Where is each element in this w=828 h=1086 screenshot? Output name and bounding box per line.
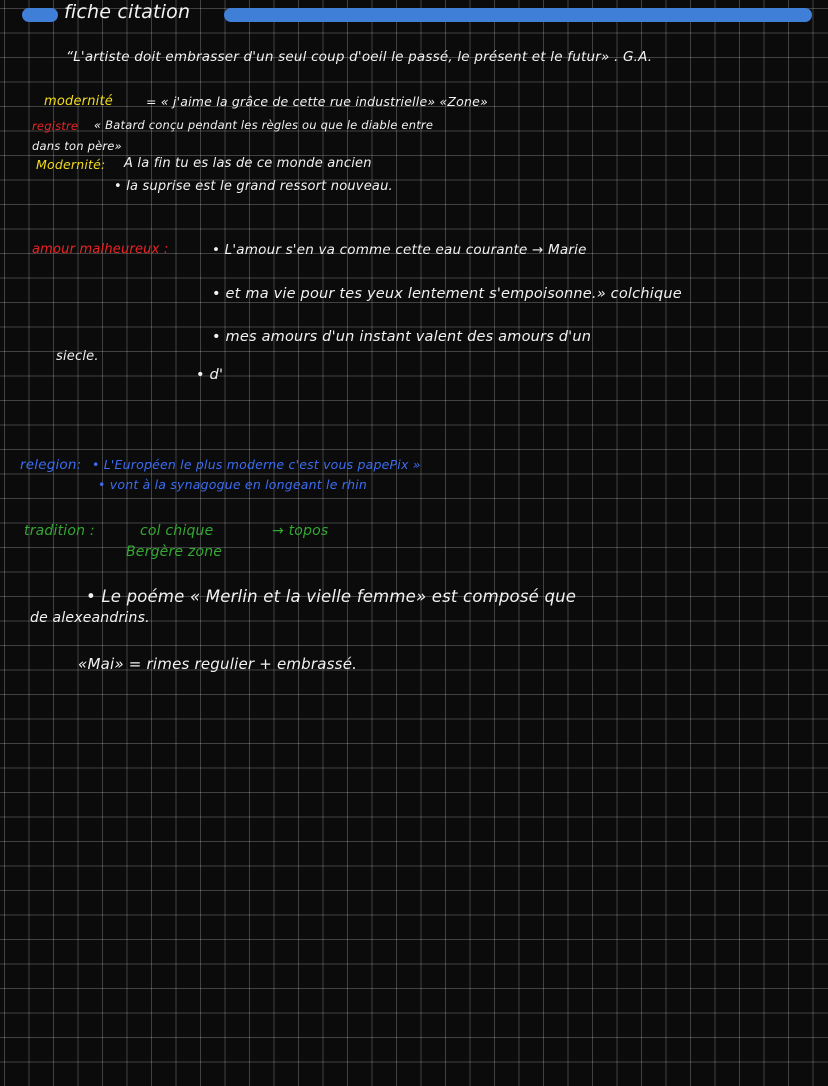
quote: “L'artiste doit embrasser d'un seul coup d'oeil le passé, le présent et le futur» . G.A.: [66, 49, 653, 65]
religion-line-1: • L'Européen le plus moderne c'est vous papePix »: [92, 457, 421, 472]
tradition-item-1: col chique: [140, 523, 214, 539]
tradition-item-2: Bergère zone: [126, 544, 223, 560]
tradition-arrow: → topos: [272, 523, 329, 539]
poeme-line-2: de alexeandrins.: [30, 610, 150, 626]
amour-line-2: • et ma vie pour tes yeux lentement s'empoisonne.» colchique: [212, 286, 682, 302]
modernite-label-1: modernité: [44, 94, 113, 109]
religion-line-2: • vont à la synagogue en longeant le rhin: [98, 477, 368, 492]
registre-text: « Batard conçu pendant les règles ou que le diable entre: [94, 118, 434, 132]
tradition-label: tradition :: [24, 523, 95, 539]
amour-line-5: • d': [196, 367, 224, 383]
registre-continuation: dans ton père»: [32, 139, 122, 153]
modernite-line-2: • la suprise est le grand ressort nouveau.: [114, 179, 393, 194]
amour-line-3: • mes amours d'un instant valent des amours d'un: [212, 329, 592, 345]
mai-line: «Mai» = rimes regulier + embrassé.: [78, 655, 358, 673]
poeme-line-1: • Le poéme « Merlin et la vielle femme» est composé que: [86, 587, 577, 606]
modernite-text-1: = « j'aime la grâce de cette rue industrielle» «Zone»: [146, 94, 488, 109]
modernite-label-2: Modernité:: [36, 157, 106, 172]
amour-line-4: siecle.: [56, 349, 99, 364]
religion-label: relegion:: [20, 457, 82, 473]
page-title: fiche citation: [64, 1, 191, 23]
registre-label: registre: [32, 119, 79, 133]
title-bar-right: [224, 8, 812, 22]
modernite-line-1: A la fin tu es las de ce monde ancien: [124, 156, 372, 171]
amour-label: amour malheureux :: [32, 242, 169, 257]
amour-line-1: • L'amour s'en va comme cette eau courante → Marie: [212, 242, 587, 258]
title-bar-left: [22, 8, 58, 22]
